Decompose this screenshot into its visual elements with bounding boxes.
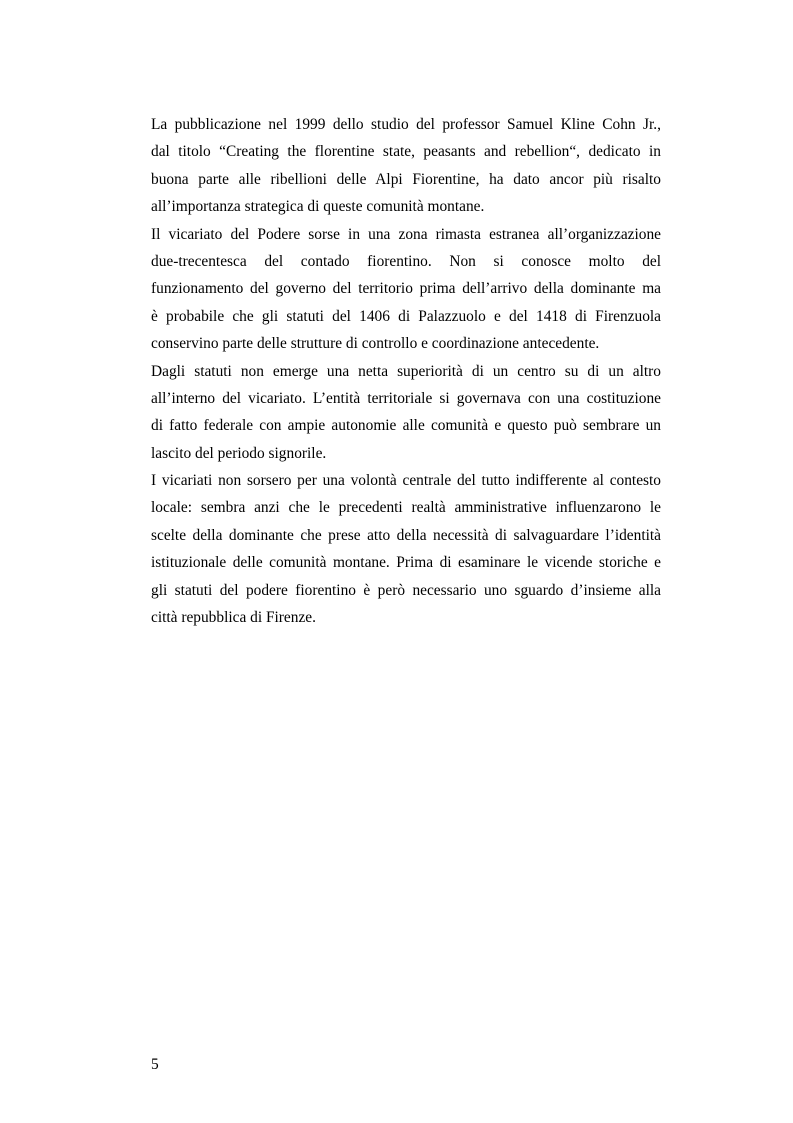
- text-line: Dagli statuti non emerge una netta superiorità di un centro su di un altro: [151, 362, 661, 380]
- text-line: istituzionale delle comunità montane. Prima di esaminare le vicende storiche e: [151, 554, 661, 572]
- text-line: città repubblica di Firenze.: [151, 609, 316, 627]
- text-line: funzionamento del governo del territorio prima dell’arrivo della dominante ma: [151, 280, 661, 298]
- text-line: lascito del periodo signorile.: [151, 444, 327, 462]
- paragraph-1: [151, 111, 661, 221]
- paragraph-2: [151, 221, 661, 358]
- text-line: I vicariati non sorsero per una volontà centrale del tutto indifferente al contesto: [151, 472, 661, 490]
- text-line: dal titolo “Creating the florentine state, peasants and rebellion“, dedicato in: [151, 143, 661, 161]
- text-line: Il vicariato del Podere sorse in una zona rimasta estranea all’organizzazione: [151, 225, 661, 243]
- text-line: all’importanza strategica di queste comunità montane.: [151, 198, 485, 216]
- text-line: all’interno del vicariato. L’entità territoriale si governava con una costituzione: [151, 389, 661, 407]
- text-line: è probabile che gli statuti del 1406 di Palazzuolo e del 1418 di Firenzuola: [151, 307, 661, 325]
- paragraph-4: [151, 467, 661, 631]
- text-line: conservino parte delle strutture di controllo e coordinazione antecedente.: [151, 335, 600, 353]
- text-line: due-trecentesca del contado fiorentino. Non si conosce molto del: [151, 252, 661, 270]
- text-line: gli statuti del podere fiorentino è però necessario uno sguardo d’insieme alla: [151, 581, 661, 599]
- text-line: buona parte alle ribellioni delle Alpi Fiorentine, ha dato ancor più risalto: [151, 170, 661, 188]
- text-line: di fatto federale con ampie autonomie alle comunità e questo può sembrare un: [151, 417, 661, 435]
- page-number: 5: [151, 1056, 159, 1073]
- body-text: [151, 111, 661, 631]
- paragraph-3: [151, 358, 661, 468]
- text-line: scelte della dominante che prese atto della necessità di salvaguardare l’identità: [151, 526, 661, 544]
- text-line: La pubblicazione nel 1999 dello studio del professor Samuel Kline Cohn Jr.,: [151, 116, 661, 133]
- text-line: locale: sembra anzi che le precedenti realtà amministrative influenzarono le: [151, 499, 661, 517]
